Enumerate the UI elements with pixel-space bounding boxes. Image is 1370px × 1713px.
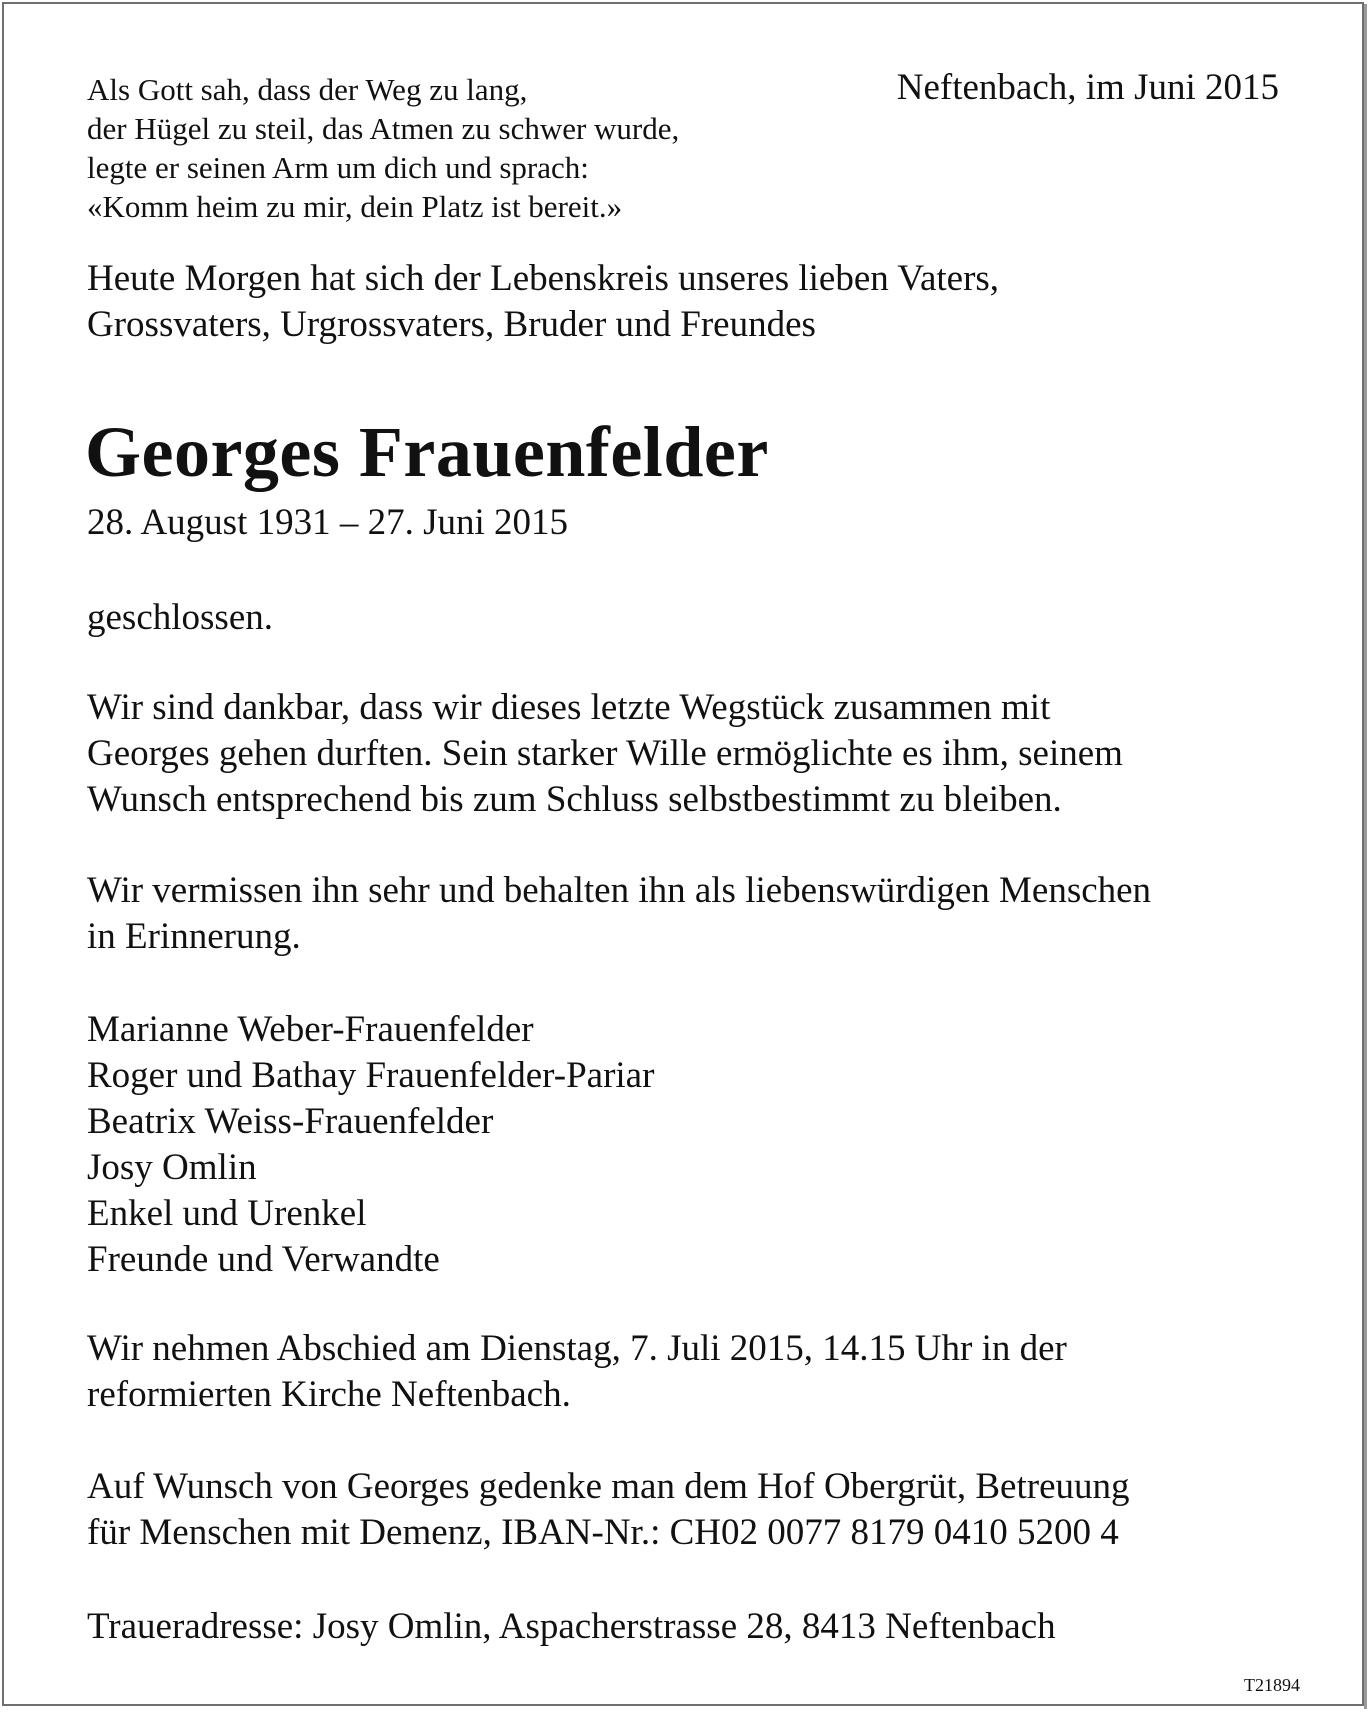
farewell-line: Wir nehmen Abschied am Dienstag, 7. Juli 2015, 14.15 Uhr in der (87, 1328, 1067, 1369)
gratitude-paragraph (87, 685, 1123, 823)
farewell-paragraph (87, 1326, 1067, 1418)
donation-line: für Menschen mit Demenz, IBAN-Nr.: CH02 0077 8179 0410 5200 4 (87, 1512, 1119, 1553)
closing-word-text: geschlossen. (87, 597, 273, 638)
remembrance-line: in Erinnerung. (87, 916, 301, 957)
farewell-line: reformierten Kirche Neftenbach. (87, 1374, 571, 1415)
remembrance-paragraph (87, 868, 1151, 960)
poem-line: «Komm heim zu mir, dein Platz ist bereit.» (87, 189, 623, 224)
intro-line: Heute Morgen hat sich der Lebenskreis unseres lieben Vaters, (87, 258, 1000, 299)
mourner: Marianne Weber-Frauenfelder (87, 1009, 534, 1050)
mourner: Beatrix Weiss-Frauenfelder (87, 1101, 494, 1142)
poem-line: Als Gott sah, dass der Weg zu lang, (87, 72, 528, 107)
gratitude-line: Wunsch entsprechend bis zum Schluss selbstbestimmt zu bleiben. (87, 779, 1062, 820)
reference-code: T21894 (1244, 1675, 1300, 1695)
donation-paragraph (87, 1464, 1130, 1556)
mourning-address-text: Traueradresse: Josy Omlin, Aspacherstrasse 28, 8413 Neftenbach (87, 1606, 1056, 1647)
mourning-address (87, 1604, 1056, 1650)
gratitude-line: Wir sind dankbar, dass wir dieses letzte Wegstück zusammen mit (87, 687, 1051, 728)
mourners-list (87, 1007, 654, 1283)
poem-line: der Hügel zu steil, das Atmen zu schwer wurde, (87, 111, 680, 146)
mourner: Enkel und Urenkel (87, 1193, 367, 1234)
donation-line: Auf Wunsch von Georges gedenke man dem Hof Obergrüt, Betreuung (87, 1466, 1130, 1507)
closing-word (87, 595, 273, 641)
intro-paragraph (87, 256, 999, 348)
mourner: Freunde und Verwandte (87, 1239, 440, 1280)
mourner: Josy Omlin (87, 1147, 257, 1188)
life-dates-text: 28. August 1931 – 27. Juni 2015 (87, 502, 569, 543)
deceased-name: Georges Frauenfelder (85, 412, 769, 492)
life-dates (87, 500, 568, 546)
obituary-frame (2, 2, 1364, 1706)
place-date: Neftenbach, im Juni 2015 (896, 67, 1279, 108)
mourner: Roger und Bathay Frauenfelder-Pariar (87, 1055, 655, 1096)
intro-line: Grossvaters, Urgrossvaters, Bruder und Freundes (87, 304, 816, 345)
gratitude-line: Georges gehen durften. Sein starker Wille ermöglichte es ihm, seinem (87, 733, 1123, 774)
poem-line: legte er seinen Arm um dich und sprach: (87, 150, 589, 185)
poem (87, 70, 679, 226)
remembrance-line: Wir vermissen ihn sehr und behalten ihn als liebenswürdigen Menschen (87, 870, 1152, 911)
